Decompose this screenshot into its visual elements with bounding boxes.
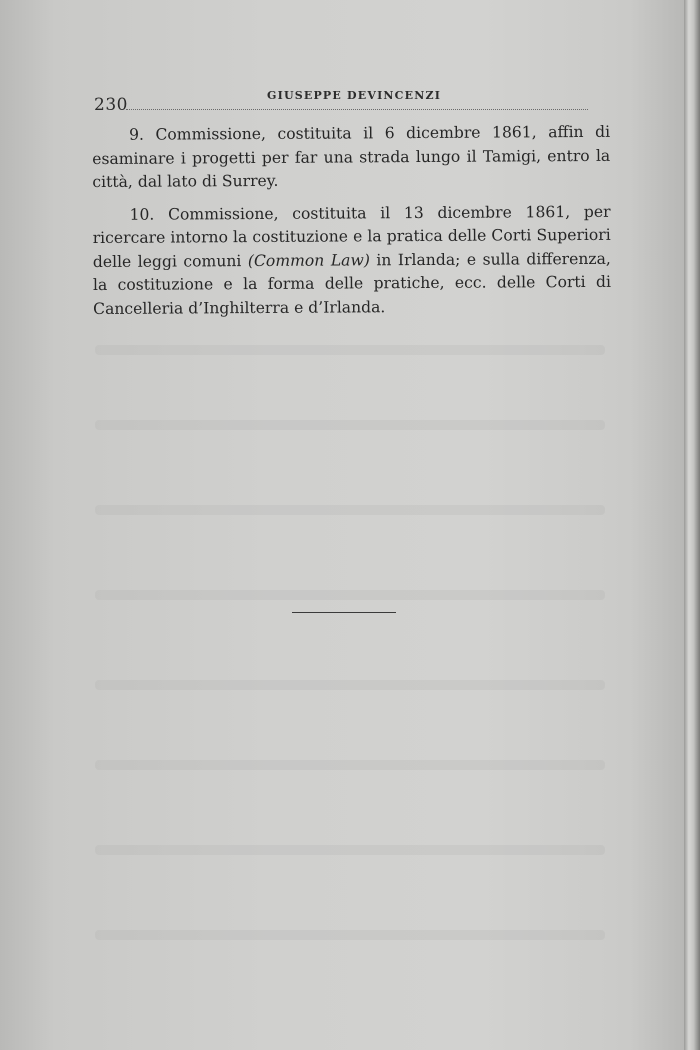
page-number: 230: [94, 95, 128, 115]
section-end-rule: [292, 612, 396, 613]
page-stack-edge: [684, 0, 700, 1050]
body-text: [92, 121, 611, 330]
show-through-line: [95, 680, 605, 690]
paragraph-10-text-start: 10. Commissione, costituita il 13 dicembre 1861, per ricercare intorno la costituzione e la pratica delle Corti Superiori delle leggi comuni: [92, 202, 611, 271]
show-through-line: [95, 760, 605, 770]
show-through-line: [95, 590, 605, 600]
paragraph-10-text-end: in Irlanda; e sulla differenza, la costituzione e la forma delle pratiche, ecc. delle Corti di Cancelleria d’Inghilterra e d’Irlanda.: [92, 249, 612, 318]
show-through-line: [95, 345, 605, 355]
show-through-line: [95, 930, 605, 940]
paragraph-9: 9. Commissione, costituita il 6 dicembre 1861, affin di esaminare i progetti per far una strada lungo il Tamigi, entro la città, dal lato di Surrey.: [92, 122, 611, 191]
show-through-line: [95, 505, 605, 515]
show-through-line: [95, 845, 605, 855]
running-head: GIUSEPPE DEVINCENZI: [267, 89, 442, 102]
paragraph-10-italic-term: (Common Law): [247, 250, 370, 270]
show-through-line: [95, 420, 605, 430]
header-rule: [126, 109, 588, 110]
paragraph-10: [92, 200, 611, 321]
